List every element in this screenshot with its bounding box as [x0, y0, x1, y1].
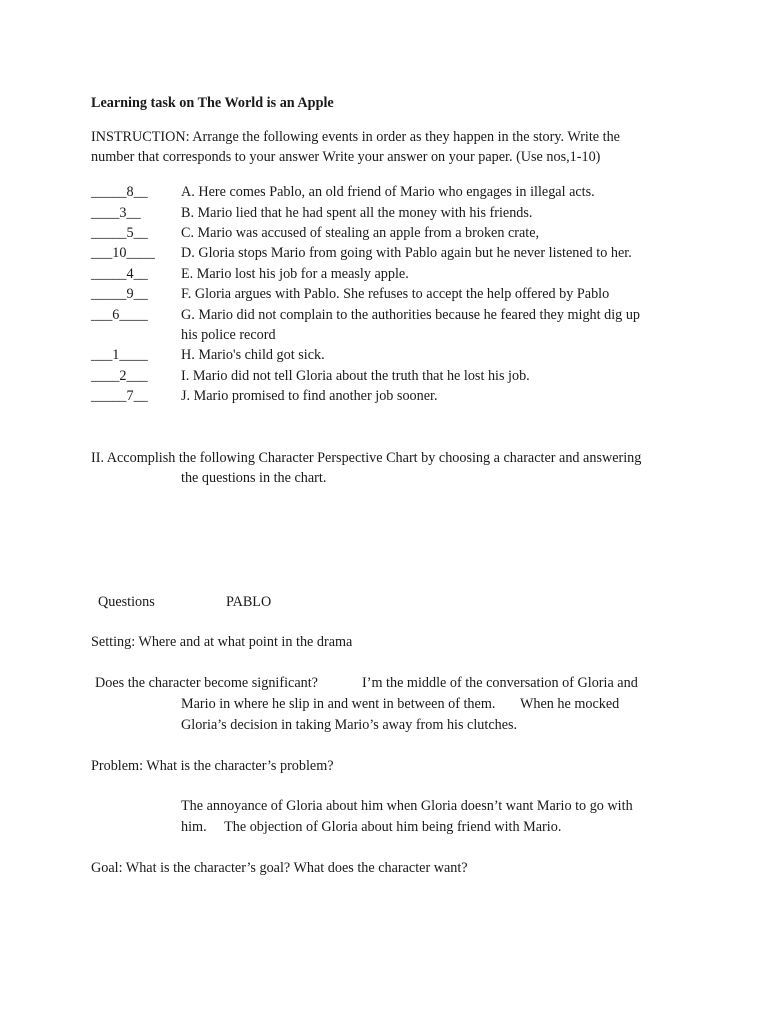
event-text-f: F. Gloria argues with Pablo. She refuses to accept the help offered by Pablo — [181, 286, 610, 302]
event-text-d: D. Gloria stops Mario from going with Pablo again but he never listened to her. — [181, 245, 632, 261]
problem-answer-line-1: The annoyance of Gloria about him when Gloria doesn’t want Mario to go with — [181, 798, 633, 814]
significance-answer-line-2: Mario in where he slip in and went in between of them. When he mocked — [181, 696, 620, 712]
event-text-g: G. Mario did not complain to the authorities because he feared they might dig up — [181, 307, 641, 323]
event-text-e: E. Mario lost his job for a measly apple. — [181, 266, 409, 282]
instruction-line-2: number that corresponds to your answer Write your answer on your paper. (Use nos,1-10) — [91, 149, 601, 165]
significance-answer-line-1: I’m the middle of the conversation of Gloria and — [362, 675, 638, 691]
section2-instruction-line-1: II. Accomplish the following Character Perspective Chart by choosing a character and answering — [91, 450, 642, 466]
event-text-g-continued: his police record — [181, 327, 276, 343]
event-answer-i: ____2___ — [91, 368, 148, 384]
questions-header: Questions — [98, 594, 155, 610]
event-answer-h: ___1____ — [91, 347, 148, 363]
event-text-h: H. Mario's child got sick. — [181, 347, 325, 363]
event-answer-c: _____5__ — [91, 225, 148, 241]
event-text-a: A. Here comes Pablo, an old friend of Mario who engages in illegal acts. — [181, 184, 595, 200]
event-answer-b: ____3__ — [91, 205, 141, 221]
event-answer-a: _____8__ — [91, 184, 148, 200]
document-title: Learning task on The World is an Apple — [91, 95, 334, 111]
problem-answer-line-2: him. The objection of Gloria about him being friend with Mario. — [181, 819, 562, 835]
event-answer-f: _____9__ — [91, 286, 148, 302]
event-text-j: J. Mario promised to find another job sooner. — [181, 388, 438, 404]
event-text-i: I. Mario did not tell Gloria about the truth that he lost his job. — [181, 368, 530, 384]
section2-instruction-line-2: the questions in the chart. — [181, 470, 327, 486]
instruction-line-1: INSTRUCTION: Arrange the following events in order as they happen in the story. Write the — [91, 129, 620, 145]
significance-answer-line-3: Gloria’s decision in taking Mario’s away from his clutches. — [181, 717, 518, 733]
event-answer-e: _____4__ — [91, 266, 148, 282]
setting-question: Setting: Where and at what point in the drama — [91, 634, 353, 650]
goal-question: Goal: What is the character’s goal? What does the character want? — [91, 860, 468, 876]
event-text-c: C. Mario was accused of stealing an apple from a broken crate, — [181, 225, 540, 241]
significance-question: Does the character become significant? — [95, 675, 318, 691]
problem-question: Problem: What is the character’s problem? — [91, 758, 334, 774]
event-answer-d: ___10____ — [91, 245, 155, 261]
event-answer-j: _____7__ — [91, 388, 148, 404]
event-answer-g: ___6____ — [91, 307, 148, 323]
event-text-b: B. Mario lied that he had spent all the money with his friends. — [181, 205, 533, 221]
character-name: PABLO — [226, 594, 272, 610]
